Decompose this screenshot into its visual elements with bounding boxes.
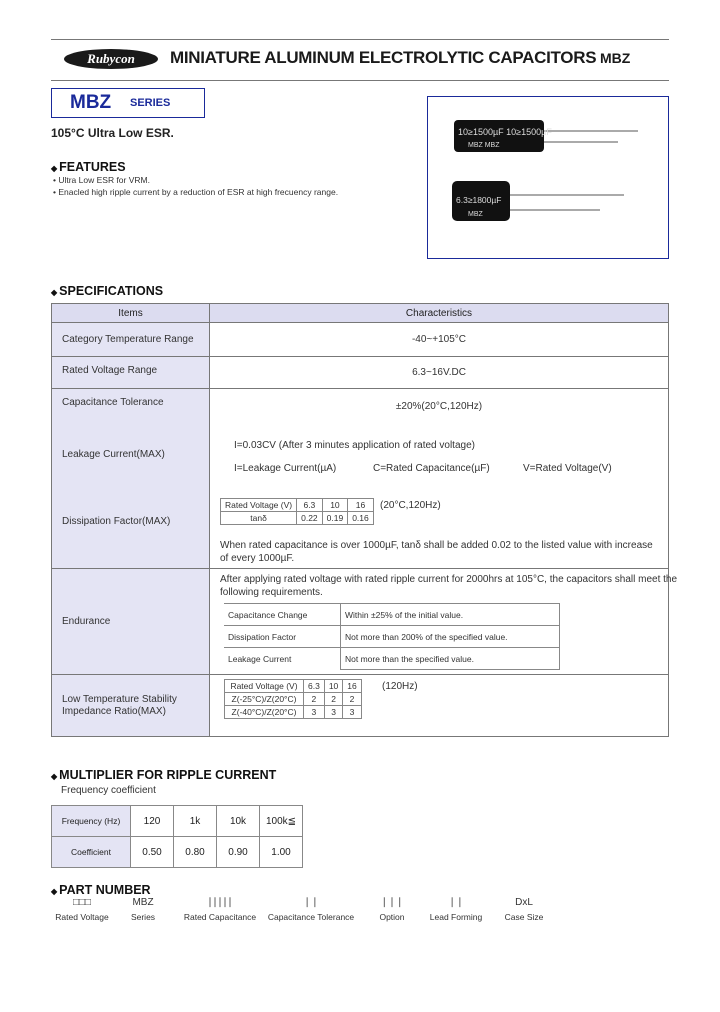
cell: 3 — [343, 706, 361, 719]
specifications-heading: ◆ SPECIFICATIONS — [51, 284, 163, 298]
cell: 0.50 — [131, 837, 174, 868]
part-code: MBZ — [132, 897, 154, 908]
cell: 10k — [217, 806, 260, 837]
row-label-group — [52, 389, 210, 569]
cell: 2 — [304, 693, 325, 706]
row-value: 6.3~16V.DC — [210, 357, 669, 389]
endurance-table — [224, 603, 560, 670]
cell: 3 — [304, 706, 325, 719]
feature-item: • Enacled high ripple current by a reduction of ESR at high frecuency range. — [53, 187, 339, 197]
cell: 1k — [174, 806, 217, 837]
row-value: -40~+105°C — [210, 323, 669, 357]
part-number-heading: ◆ PART NUMBER — [51, 883, 151, 897]
part-label: Case Size — [504, 912, 544, 922]
cap-tol-value: ±20%(20°C,120Hz) — [395, 401, 483, 412]
dissipation-note: When rated capacitance is over 1000µF, tanδ shall be added 0.02 to the listed value with increase of every 1000µF. — [220, 540, 653, 564]
part-code: ∣ ∣ — [449, 897, 463, 908]
capacitor-lead — [544, 130, 638, 132]
cell: Rated Voltage (V) — [221, 499, 297, 512]
cell: Leakage Current — [224, 648, 341, 670]
table-header-row — [52, 304, 669, 323]
row-value — [210, 675, 669, 737]
capacitor-lead — [544, 141, 618, 143]
leakage-formula: I=0.03CV (After 3 minutes application of rated voltage) — [234, 440, 475, 451]
cell: 2 — [343, 693, 361, 706]
part-code: ∣ ∣ ∣ — [381, 897, 403, 908]
features-heading: ◆ FEATURES — [51, 160, 126, 174]
series-name: MBZ — [70, 92, 112, 113]
cell: 0.90 — [217, 837, 260, 868]
part-code: □□□ — [72, 897, 92, 908]
impedance-table — [224, 679, 362, 719]
table-row — [52, 675, 669, 737]
part-code: DxL — [515, 897, 533, 908]
cell: 16 — [343, 680, 361, 693]
leakage-legend-i: I=Leakage Current(µA) — [234, 463, 337, 474]
ripple-table — [51, 805, 303, 868]
part-label: Capacitance Tolerance — [267, 912, 355, 922]
row-label: Endurance — [52, 569, 210, 675]
col-items: Items — [52, 304, 210, 323]
cell: 10 — [322, 499, 348, 512]
impedance-condition: (120Hz) — [382, 681, 418, 692]
page-title: MINIATURE ALUMINUM ELECTROLYTIC CAPACITORS — [170, 48, 597, 67]
cell: 100k≦ — [260, 806, 303, 837]
product-photo — [427, 96, 669, 259]
cell: 1.00 — [260, 837, 303, 868]
cell: 0.16 — [348, 512, 374, 525]
capacitor-marking: MBZ — [468, 211, 483, 218]
part-code: ∣∣∣∣∣ — [207, 897, 233, 908]
row-value-group — [210, 389, 669, 569]
ripple-heading: ◆ MULTIPLIER FOR RIPPLE CURRENT — [51, 768, 276, 782]
cell: Not more than the specified value. — [341, 648, 560, 670]
cell: 10 — [324, 680, 342, 693]
leakage-legend-c: C=Rated Capacitance(µF) — [373, 463, 490, 474]
capacitor-lead — [510, 209, 600, 211]
row-label: Category Temperature Range — [52, 323, 210, 357]
capacitor-marking: 6.3≥1800µF — [456, 195, 502, 205]
dissipation-table — [220, 498, 374, 525]
col-characteristics: Characteristics — [210, 304, 669, 323]
brand-logo: Rubycon — [64, 49, 158, 69]
coef-label: Coefficient — [52, 837, 131, 868]
ripple-subheading: Frequency coefficient — [61, 785, 156, 796]
capacitor-marking: 10≥1500µF 10≥1500µF — [458, 127, 552, 137]
row-value — [210, 569, 678, 675]
series-subtitle: 105°C Ultra Low ESR. — [51, 126, 174, 140]
leakage-label: Leakage Current(MAX) — [62, 449, 165, 460]
freq-label: Frequency (Hz) — [52, 806, 131, 837]
cell: 2 — [324, 693, 342, 706]
cell: 6.3 — [304, 680, 325, 693]
cap-tol-label: Capacitance Tolerance — [62, 397, 164, 408]
cell: Not more than 200% of the specified value. — [341, 626, 560, 648]
part-label: Option — [379, 912, 405, 922]
capacitor-lead — [510, 194, 624, 196]
endurance-text: After applying rated voltage with rated ripple current for 2000hrs at 105°C, the capacitors shall meet the following requirements. — [220, 574, 678, 598]
cell: Within ±25% of the initial value. — [341, 604, 560, 626]
cell: 6.3 — [297, 499, 323, 512]
cell: Dissipation Factor — [224, 626, 341, 648]
series-word: SERIES — [130, 97, 171, 109]
cell: 0.80 — [174, 837, 217, 868]
leakage-legend-v: V=Rated Voltage(V) — [523, 463, 612, 474]
part-label: Series — [130, 912, 156, 922]
cell: tanδ — [221, 512, 297, 525]
table-row — [52, 323, 669, 357]
cell: Rated Voltage (V) — [225, 680, 304, 693]
cell: Z(-40°C)/Z(20°C) — [225, 706, 304, 719]
cell: Z(-25°C)/Z(20°C) — [225, 693, 304, 706]
specifications-table — [51, 303, 678, 737]
dissipation-condition: (20°C,120Hz) — [380, 500, 441, 511]
dissipation-label: Dissipation Factor(MAX) — [62, 516, 171, 527]
table-row — [52, 357, 669, 389]
part-label: Rated Capacitance — [183, 912, 257, 922]
part-label: Rated Voltage — [55, 912, 109, 922]
capacitor-marking: MBZ MBZ — [468, 142, 500, 149]
part-label: Lead Forming — [429, 912, 483, 922]
row-label: Rated Voltage Range — [52, 357, 210, 389]
feature-item: • Ultra Low ESR for VRM. — [53, 175, 150, 185]
cell: 0.22 — [297, 512, 323, 525]
cell: Capacitance Change — [224, 604, 341, 626]
row-label: Low Temperature Stability Impedance Ratio(MAX) — [52, 675, 210, 737]
table-row — [52, 569, 669, 675]
capacitor-illustration — [428, 97, 668, 257]
cell: 120 — [131, 806, 174, 837]
series-code: MBZ — [600, 50, 631, 66]
cell: 16 — [348, 499, 374, 512]
part-code: ∣ ∣ — [304, 897, 318, 908]
table-row — [52, 389, 669, 569]
cell: 3 — [324, 706, 342, 719]
cell: 0.19 — [322, 512, 348, 525]
